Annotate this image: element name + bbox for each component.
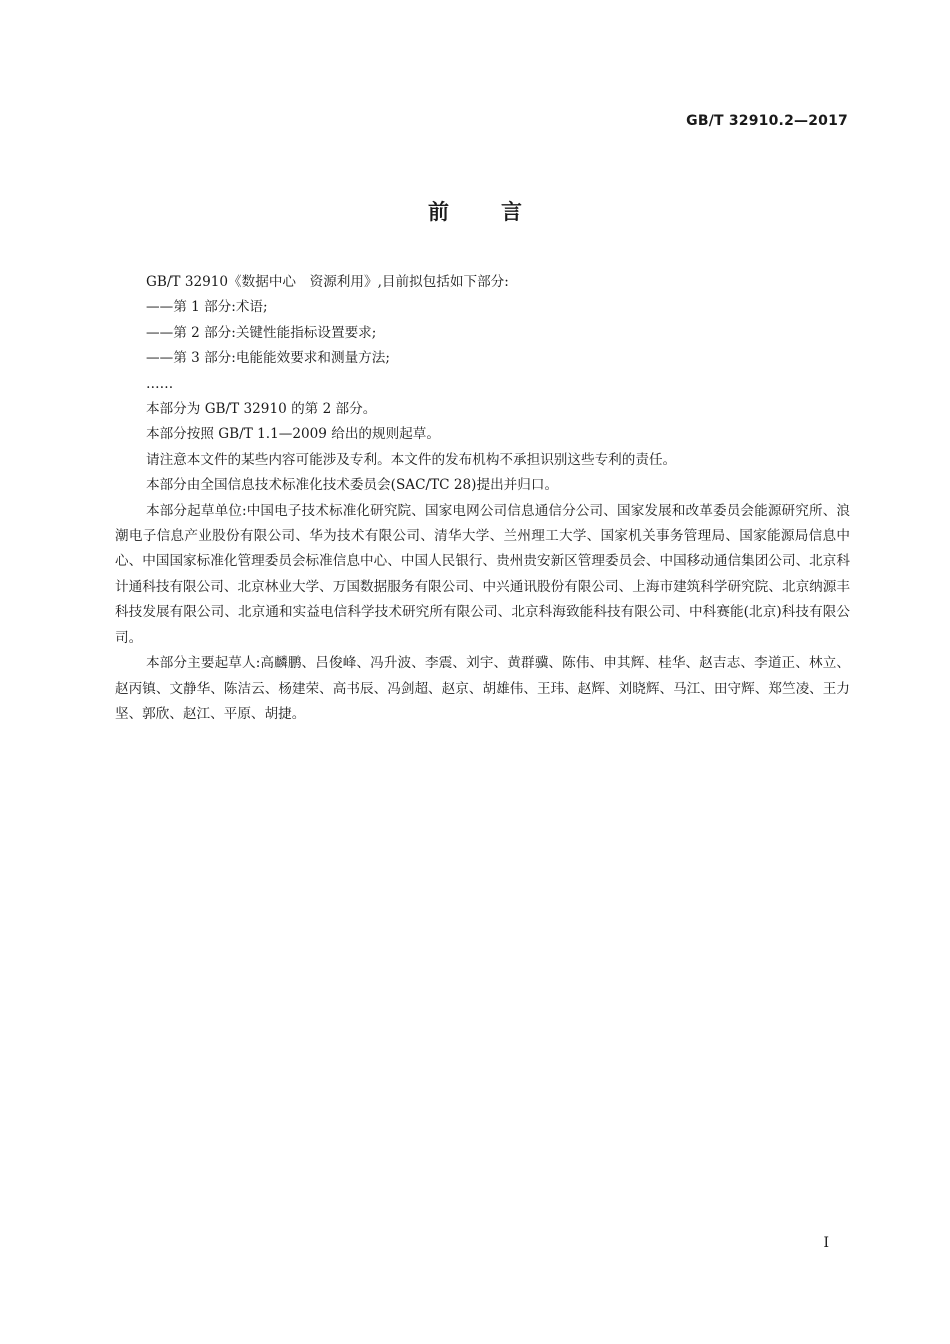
page-title: 前言: [428, 200, 574, 224]
drafting-rules: 本部分按照 GB/T 1.1—2009 给出的规则起草。: [146, 426, 440, 443]
page-number: I: [823, 1235, 829, 1251]
ellipsis-item: ……: [146, 375, 174, 392]
part-statement: 本部分为 GB/T 32910 的第 2 部分。: [146, 401, 377, 418]
part-3-item: ——第 3 部分:电能能效要求和测量方法;: [146, 350, 390, 367]
standard-number: GB/T 32910.2—2017: [686, 113, 848, 129]
proposer-statement: 本部分由全国信息技术标准化技术委员会(SAC/TC 28)提出并归口。: [146, 477, 559, 494]
main-drafters: 本部分主要起草人:高麟鹏、吕俊峰、冯升波、李震、刘宇、黄群骥、陈伟、申其辉、桂华、赵吉志、李道正、林立、赵丙镇、文静华、陈洁云、杨建荣、高书辰、冯剑超、赵京、胡雄伟、王玮、赵辉、刘晓辉、马江、田守辉、郑竺凌、王力坚、郭欣、赵江、平原、胡捷。: [115, 655, 850, 722]
drafting-units: 本部分起草单位:中国电子技术标准化研究院、国家电网公司信息通信分公司、国家发展和改革委员会能源研究所、浪潮电子信息产业股份有限公司、华为技术有限公司、清华大学、兰州理工大学、国家机关事务管理局、国家能源局信息中心、中国国家标准化管理委员会标准信息中心、中国人民银行、贵州贵安新区管理委员会、中国移动通信集团公司、北京科计通科技有限公司、北京林业大学、万国数据服务有限公司、中兴通讯股份有限公司、上海市建筑科学研究院、北京纳源丰科技发展有限公司、北京通和实益电信科学技术研究所有限公司、北京科海致能科技有限公司、中科赛能(北京)科技有限公司。: [115, 502, 850, 646]
part-1-item: ——第 1 部分:术语;: [146, 299, 268, 316]
parts-intro: GB/T 32910《数据中心 资源利用》,目前拟包括如下部分:: [146, 274, 509, 290]
part-2-item: ——第 2 部分:关键性能指标设置要求;: [146, 324, 377, 341]
patent-notice: 请注意本文件的某些内容可能涉及专利。本文件的发布机构不承担识别这些专利的责任。: [146, 451, 677, 468]
foreword-body: [115, 270, 850, 727]
